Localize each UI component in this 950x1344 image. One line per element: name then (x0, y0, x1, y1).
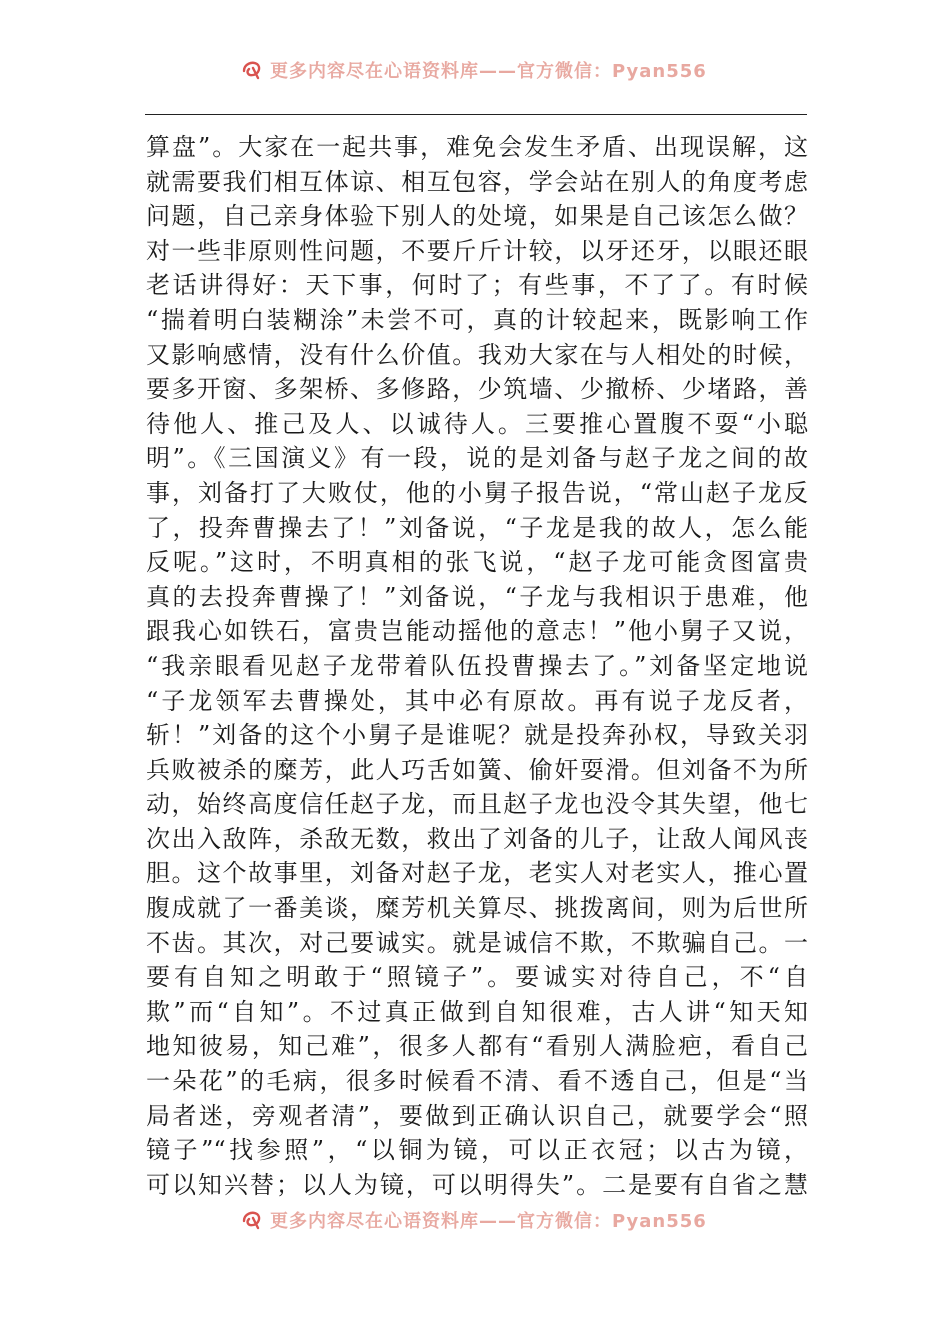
text-line: 不齿。其次，对己要诚实。就是诚信不欺，不欺骗自己。一 (146, 928, 808, 957)
text-line: 胆。这个故事里，刘备对赵子龙，老实人对老实人，推心置 (146, 859, 808, 888)
logo-icon (240, 1209, 264, 1231)
text-line: 又影响感情，没有什么价值。我劝大家在与人相处的时候， (146, 340, 808, 369)
text-line: 待他人、推己及人、以诚待人。三要推心置腹不耍“小聪 (146, 409, 808, 438)
header-watermark-text: 更多内容尽在心语资料库——官方微信：Pyan556 (270, 61, 707, 82)
footer-watermark (240, 1208, 707, 1232)
header-watermark (240, 58, 707, 82)
text-line: 次出入敌阵，杀敌无数，救出了刘备的儿子，让敌人闻风丧 (146, 824, 808, 853)
text-line: 可以知兴替；以人为镜，可以明得失”。二是要有自省之慧 (146, 1170, 808, 1199)
footer-watermark-text: 更多内容尽在心语资料库——官方微信：Pyan556 (270, 1211, 707, 1232)
text-line: 地知彼易，知己难”，很多人都有“看别人满脸疤，看自己 (146, 1032, 808, 1061)
text-line: 一朵花”的毛病，很多时候看不清、看不透自己，但是“当 (146, 1067, 808, 1096)
text-line: 镜子”“找参照”，“以铜为镜，可以正衣冠；以古为镜， (146, 1136, 808, 1165)
text-line: 明”。《三国演义》有一段，说的是刘备与赵子龙之间的故 (146, 444, 808, 473)
document-body (146, 130, 808, 1202)
text-line: 反呢。”这时，不明真相的张飞说，“赵子龙可能贪图富贵 (146, 548, 808, 577)
text-line: 斩！”刘备的这个小舅子是谁呢？就是投奔孙权，导致关羽 (146, 721, 808, 750)
logo-icon (240, 59, 264, 81)
text-line: 要有自知之明敢于“照镜子”。要诚实对待自己，不“自 (146, 963, 808, 992)
text-line: 老话讲得好：天下事，何时了；有些事，不了了。有时候 (146, 271, 808, 300)
text-line: 腹成就了一番美谈，糜芳机关算尽、挑拨离间，则为后世所 (146, 894, 808, 923)
header-divider (145, 114, 807, 115)
text-line: “我亲眼看见赵子龙带着队伍投曹操去了。”刘备坚定地说 (146, 651, 808, 680)
text-line: 问题，自己亲身体验下别人的处境，如果是自己该怎么做？ (146, 202, 808, 231)
text-line: 真的去投奔曹操了！”刘备说，“子龙与我相识于患难，他 (146, 582, 808, 611)
text-line: “子龙领军去曹操处，其中必有原故。再有说子龙反者， (146, 686, 808, 715)
text-line: 就需要我们相互体谅、相互包容，学会站在别人的角度考虑 (146, 167, 808, 196)
text-line: 动，始终高度信任赵子龙，而且赵子龙也没令其失望，他七 (146, 790, 808, 819)
text-line: 跟我心如铁石，富贵岂能动摇他的意志！”他小舅子又说， (146, 617, 808, 646)
text-line: 了，投奔曹操去了！”刘备说，“子龙是我的故人，怎么能 (146, 513, 808, 542)
text-line: 要多开窗、多架桥、多修路，少筑墙、少撤桥、少堵路，善 (146, 375, 808, 404)
text-line: 算盘”。大家在一起共事，难免会发生矛盾、出现误解，这 (146, 133, 808, 161)
text-line: 对一些非原则性问题，不要斤斤计较，以牙还牙，以眼还眼 (146, 236, 808, 265)
text-line: 欺”而“自知”。不过真正做到自知很难，古人讲“知天知 (146, 997, 808, 1026)
text-line: 兵败被杀的糜芳，此人巧舌如簧、偷奸耍滑。但刘备不为所 (146, 755, 808, 784)
text-line: 局者迷，旁观者清”，要做到正确认识自己，就要学会“照 (146, 1101, 808, 1130)
text-line: “揣着明白装糊涂”未尝不可，真的计较起来，既影响工作 (146, 305, 808, 334)
text-line: 事，刘备打了大败仗，他的小舅子报告说，“常山赵子龙反 (146, 478, 808, 507)
